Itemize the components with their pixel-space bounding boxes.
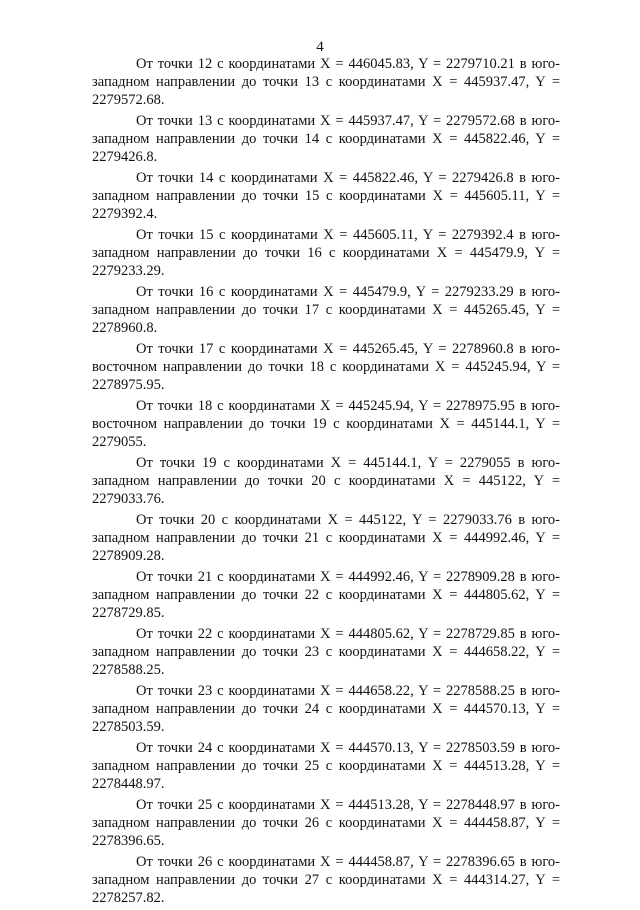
page-number: 4 — [316, 39, 324, 55]
paragraph: От точки 13 с координатами X = 445937.47, Y = 2279572.68 в юго-западном направлении до точки 14 с координатами X = 445822.46, Y = 2279426.8. — [92, 113, 560, 165]
paragraph: От точки 26 с координатами X = 444458.87, Y = 2278396.65 в юго-западном направлении до точки 27 с координатами X = 444314.27, Y = 2278257.82. — [92, 854, 560, 906]
paragraph: От точки 18 с координатами X = 445245.94, Y = 2278975.95 в юго-восточном направлении до точки 19 с координатами X = 445144.1, Y = 2279055. — [92, 398, 560, 450]
paragraph: От точки 14 с координатами X = 445822.46, Y = 2279426.8 в юго-западном направлении до точки 15 с координатами X = 445605.11, Y = 2279392.4. — [92, 170, 560, 222]
paragraph: От точки 24 с координатами X = 444570.13, Y = 2278503.59 в юго-западном направлении до точки 25 с координатами X = 444513.28, Y = 2278448.97. — [92, 740, 560, 792]
paragraph: От точки 23 с координатами X = 444658.22, Y = 2278588.25 в юго-западном направлении до точки 24 с координатами X = 444570.13, Y = 2278503.59. — [92, 683, 560, 735]
paragraph: От точки 22 с координатами X = 444805.62, Y = 2278729.85 в юго-западном направлении до точки 23 с координатами X = 444658.22, Y = 2278588.25. — [92, 626, 560, 678]
paragraph: От точки 19 с координатами X = 445144.1, Y = 2279055 в юго-западном направлении до точки 20 с координатами X = 445122, Y = 2279033.76. — [92, 455, 560, 507]
paragraph: От точки 21 с координатами X = 444992.46, Y = 2278909.28 в юго-западном направлении до точки 22 с координатами X = 444805.62, Y = 2278729.85. — [92, 569, 560, 621]
paragraph: От точки 16 с координатами X = 445479.9, Y = 2279233.29 в юго-западном направлении до точки 17 с координатами X = 445265.45, Y = 2278960.8. — [92, 284, 560, 336]
paragraph: От точки 20 с координатами X = 445122, Y = 2279033.76 в юго-западном направлении до точки 21 с координатами X = 444992.46, Y = 2278909.28. — [92, 512, 560, 564]
paragraph: От точки 15 с координатами X = 445605.11, Y = 2279392.4 в юго-западном направлении до точки 16 с координатами X = 445479.9, Y = 2279233.29. — [92, 227, 560, 279]
paragraph: От точки 17 с координатами X = 445265.45, Y = 2278960.8 в юго-восточном направлении до точки 18 с координатами X = 445245.94, Y = 2278975.95. — [92, 341, 560, 393]
paragraph: От точки 12 с координатами X = 446045.83, Y = 2279710.21 в юго-западном направлении до точки 13 с координатами X = 445937.47, Y = 2279572.68. — [92, 56, 560, 108]
paragraph: От точки 25 с координатами X = 444513.28, Y = 2278448.97 в юго-западном направлении до точки 26 с координатами X = 444458.87, Y = 2278396.65. — [92, 797, 560, 849]
document-body — [92, 55, 560, 910]
